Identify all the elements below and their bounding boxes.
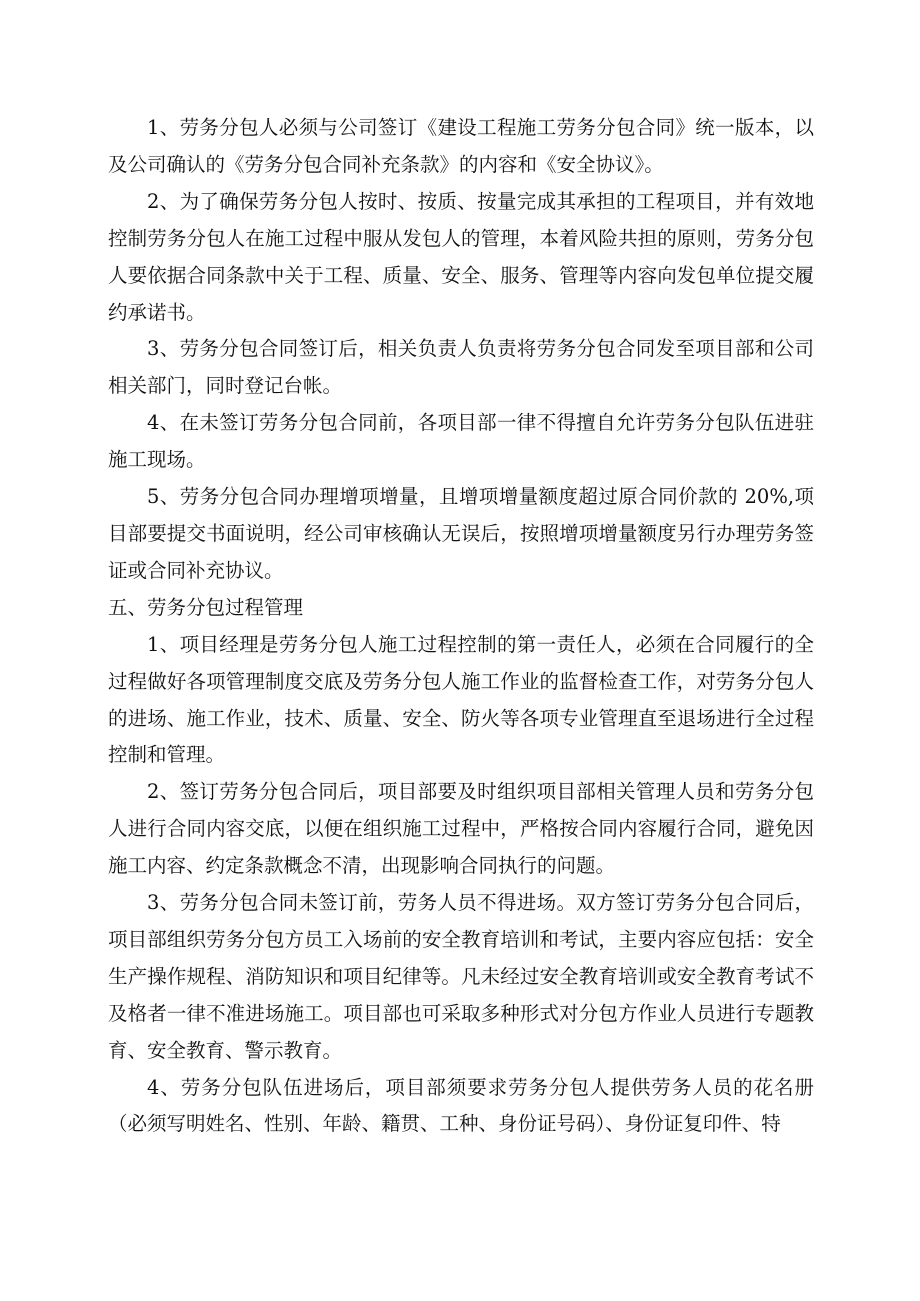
paragraph-additional-items: 5、劳务分包合同办理增项增量，且增项增量额度超过原合同价款的 20%,项目部要提交书面说明，经公司审核确认无误后，按照增项增量额度另行办理劳务签证或合同补充协议。	[108, 485, 814, 582]
paragraph-project-manager-responsibility: 1、项目经理是劳务分包人施工过程控制的第一责任人，必须在合同履行的全过程做好各项管理制度交底及劳务分包人施工作业的监督检查工作，对劳务分包人的进场、施工作业，技术、质量、安全、防火等各项专业管理直至退场进行全过程控制和管理。	[108, 632, 814, 767]
paragraph-safety-training: 3、劳务分包合同未签订前，劳务人员不得进场。双方签订劳务分包合同后，项目部组织劳务分包方员工入场前的安全教育培训和考试，主要内容应包括：安全生产操作规程、消防知识和项目纪律等。凡未经过安全教育培训或安全教育考试不及格者一律不准进场施工。项目部也可采取多种形式对分包方作业人员进行专题教育、安全教育、警示教育。	[108, 891, 814, 1062]
document-page	[108, 110, 814, 1143]
paragraph-worker-roster: 4、劳务分包队伍进场后，项目部须要求劳务分包人提供劳务人员的花名册（必须写明姓名、性别、年龄、籍贯、工种、身份证号码）、身份证复印件、特	[108, 1075, 814, 1136]
paragraph-contract-briefing: 2、签订劳务分包合同后，项目部要及时组织项目部相关管理人员和劳务分包人进行合同内容交底，以便在组织施工过程中，严格按合同内容履行合同，避免因施工内容、约定条款概念不清，出现影响合同执行的问题。	[108, 780, 814, 878]
paragraph-performance-pledge: 2、为了确保劳务分包人按时、按质、按量完成其承担的工程项目，并有效地控制劳务分包人在施工过程中服从发包人的管理，本着风险共担的原则，劳务分包人要依据合同条款中关于工程、质量、安全、服务、管理等内容向发包单位提交履约承诺书。	[108, 189, 814, 324]
paragraph-contract-signing: 1、劳务分包人必须与公司签订《建设工程施工劳务分包合同》统一版本，以及公司确认的《劳务分包合同补充条款》的内容和《安全协议》。	[108, 116, 814, 176]
section-heading: 五、劳务分包过程管理	[108, 595, 304, 619]
paragraph-contract-distribution: 3、劳务分包合同签订后，相关负责人负责将劳务分包合同发至项目部和公司相关部门，同时登记台帐。	[108, 337, 814, 398]
paragraph-no-entry-before-contract: 4、在未签订劳务分包合同前，各项目部一律不得擅自允许劳务分包队伍进驻施工现场。	[108, 411, 814, 472]
